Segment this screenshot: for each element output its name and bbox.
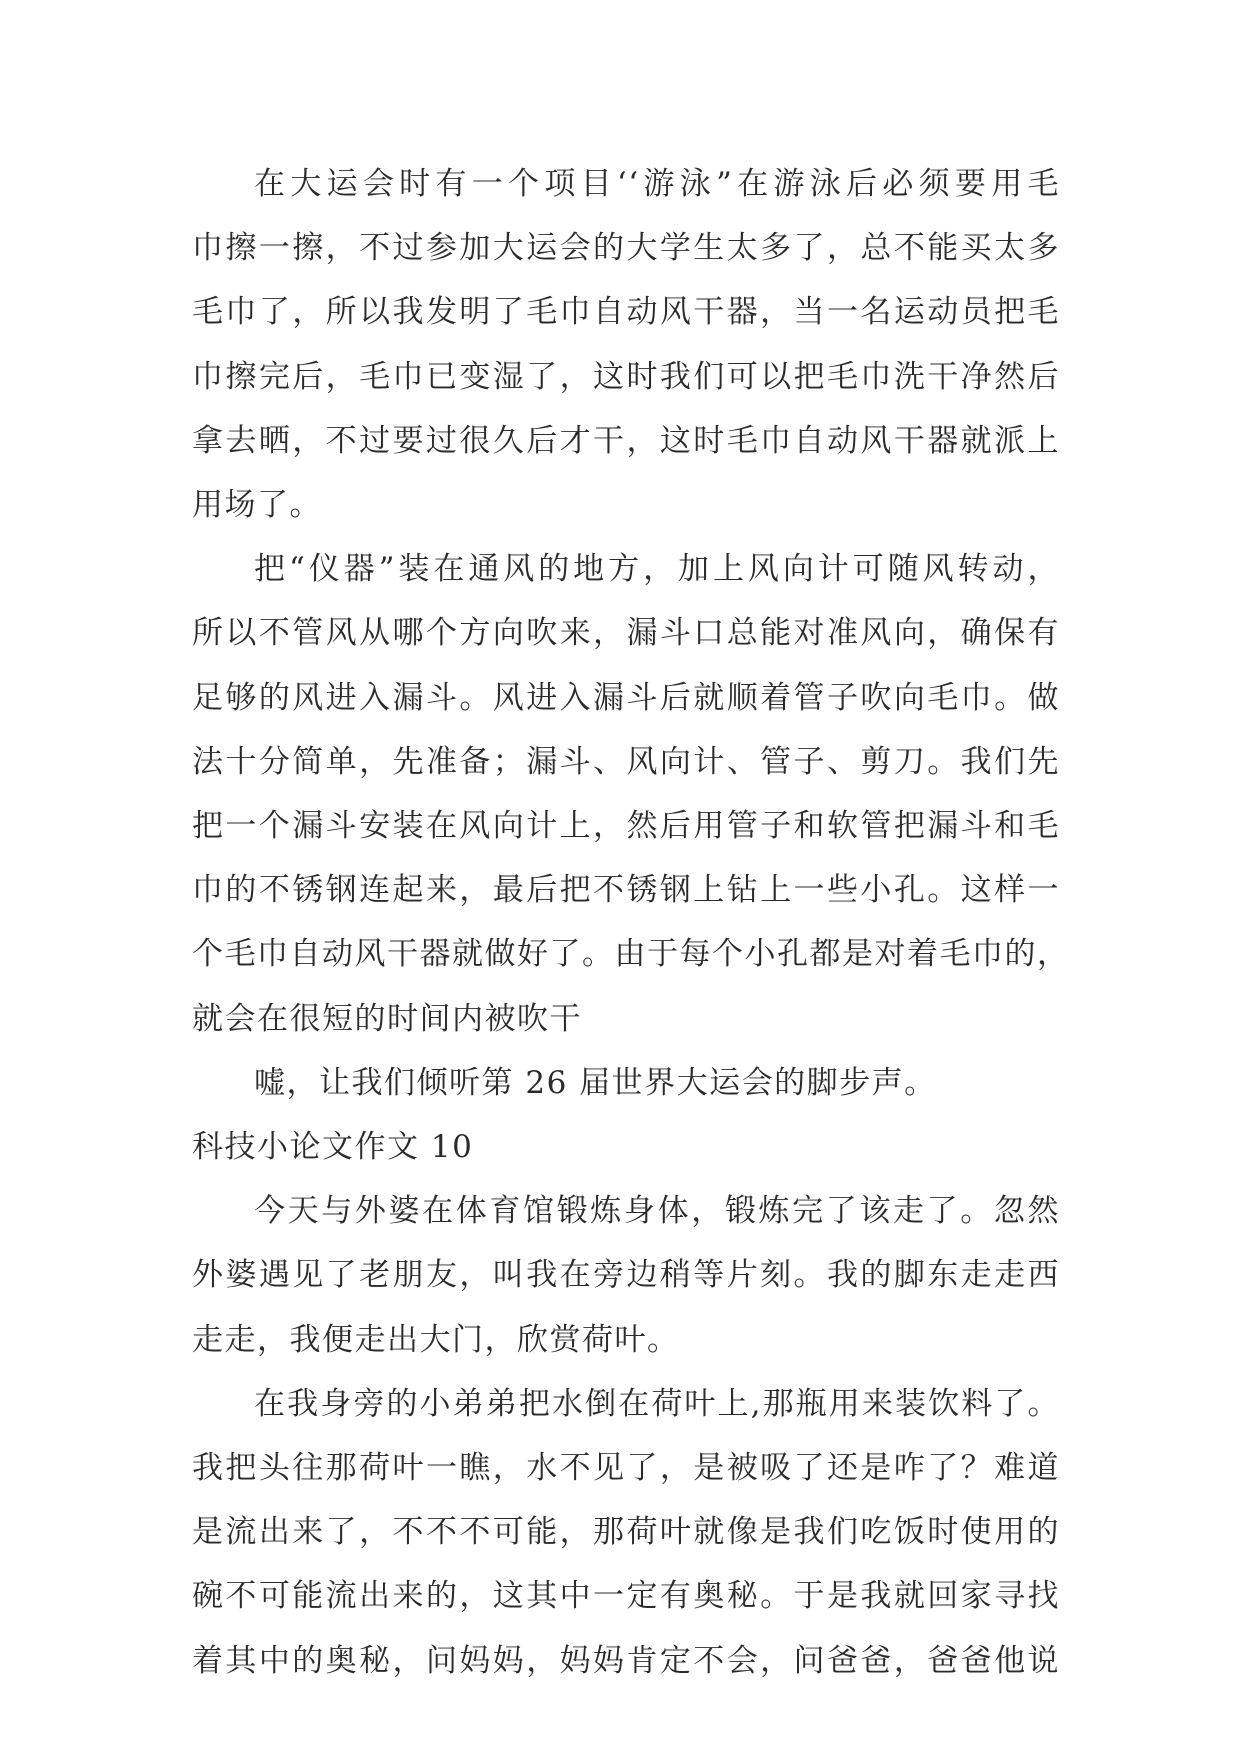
heading-text: 科技小论文作文 10 — [192, 1129, 474, 1166]
text-line: 毛巾了，所以我发明了毛巾自动风干器，当一名运动员把毛 — [192, 294, 1060, 331]
text-line: 用场了。 — [192, 487, 322, 524]
text-line: 是流出来了，不不不可能，那荷叶就像是我们吃饭时使用的 — [192, 1514, 1060, 1551]
paragraph-closing — [192, 1051, 1060, 1115]
paragraph-lotus-intro — [192, 1179, 1060, 1372]
text-line: 拿去晒，不过要过很久后才干，这时毛巾自动风干器就派上 — [192, 422, 1060, 459]
text-line: 所以不管风从哪个方向吹来，漏斗口总能对准风向，确保有 — [192, 615, 1060, 652]
text-line: 嘘，让我们倾听第 26 届世界大运会的脚步声。 — [254, 1064, 937, 1101]
text-line: 把“仪器”装在通风的地方，加上风向计可随风转动， — [254, 551, 1060, 588]
text-line: 着其中的奥秘，问妈妈，妈妈肯定不会，问爸爸，爸爸他说 — [192, 1642, 1060, 1679]
text-line: 巾擦完后，毛巾已变湿了，这时我们可以把毛巾洗干净然后 — [192, 358, 1060, 395]
text-line: 我把头往那荷叶一瞧，水不见了，是被吸了还是咋了？难道 — [192, 1450, 1060, 1487]
paragraph-lotus-observation — [192, 1372, 1060, 1693]
text-line: 巾的不锈钢连起来，最后把不锈钢上钻上一些小孔。这样一 — [192, 872, 1060, 909]
text-line: 个毛巾自动风干器就做好了。由于每个小孔都是对着毛巾的， — [192, 936, 1070, 973]
text-line: 在我身旁的小弟弟把水倒在荷叶上,那瓶用来装饮料了。 — [254, 1385, 1060, 1422]
text-line: 巾擦一擦，不过参加大运会的大学生太多了，总不能买太多 — [192, 230, 1060, 267]
text-line: 走走，我便走出大门，欣赏荷叶。 — [192, 1321, 680, 1358]
text-line: 法十分简单，先准备；漏斗、风向计、管子、剪刀。我们先 — [192, 743, 1060, 780]
text-line: 把一个漏斗安装在风向计上，然后用管子和软管把漏斗和毛 — [192, 808, 1060, 845]
text-line: 就会在很短的时间内被吹干 — [192, 1000, 582, 1037]
text-line: 碗不可能流出来的，这其中一定有奥秘。于是我就回家寻找 — [192, 1578, 1060, 1615]
section-heading — [192, 1115, 1060, 1179]
text-line: 外婆遇见了老朋友，叫我在旁边稍等片刻。我的脚东走走西 — [192, 1257, 1060, 1294]
paragraph-towel-dryer-method — [192, 537, 1070, 1051]
text-line: 今天与外婆在体育馆锻炼身体，锻炼完了该走了。忽然 — [254, 1193, 1060, 1230]
document-body — [192, 152, 1070, 1693]
text-line: 在大运会时有一个项目‘‘游泳”在游泳后必须要用毛 — [254, 166, 1060, 202]
paragraph-towel-dryer-intro — [192, 152, 1060, 537]
text-line: 足够的风进入漏斗。风进入漏斗后就顺着管子吹向毛巾。做 — [192, 679, 1060, 716]
